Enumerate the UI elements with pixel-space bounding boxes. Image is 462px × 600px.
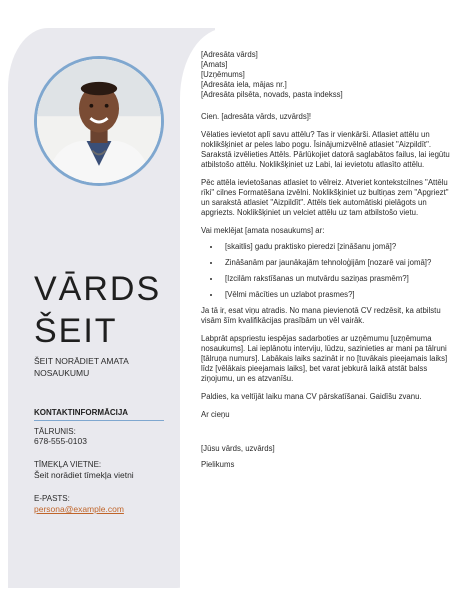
recipient-company: [Uzņēmums] <box>201 70 245 79</box>
website-label: TĪMEKĻA VIETNE: <box>34 460 102 469</box>
list-item: • [Vēlmi mācīties un uzlabot prasmes?] <box>221 290 451 300</box>
paragraph-1: Vēlaties ievietot aplī savu attēlu? Tas ir vienkārši. Atlasiet attēlu un noklikšķiniet ar peles labo pogu. Īsinājumizvēlnē atlasiet "Aizpildīt". Sarakstā izvēlieties Attēls. Pārlūkojiet datorā saglabātos failus, lai iegūtu atbilstošo attēlu. Noklikšķiniet uz Labi, lai ievietotu atlasīto attēlu. <box>201 130 450 169</box>
enclosure: Pielikums <box>201 460 235 469</box>
qualification-list <box>201 242 451 300</box>
recipient-street: [Adresāta iela, mājas nr.] <box>201 80 287 89</box>
profile-photo[interactable] <box>34 56 164 186</box>
list-item: • [Izcilām rakstīšanas un mutvārdu saziņas prasmēm?] <box>221 274 451 284</box>
list-intro: Vai meklējat [amata nosaukums] ar: <box>201 226 325 235</box>
website-value: Šeit norādiet tīmekļa vietni <box>34 470 134 480</box>
list-item: • [skaitlis] gadu praktisko pieredzi [zināšanu jomā]? <box>221 242 451 252</box>
phone-label: TĀLRUNIS: <box>34 427 76 436</box>
recipient-name: [Adresāta vārds] <box>201 50 258 59</box>
email-label: E-PASTS: <box>34 494 70 503</box>
recipient-title: [Amats] <box>201 60 228 69</box>
phone-value: 678-555-0103 <box>34 436 87 446</box>
paragraph-4: Labprāt apspriestu iespējas sadarboties ar uzņēmumu [uzņēmuma nosaukums]. Lai ieplānotu interviju, lūdzu, sazinieties ar mani pa tālruni [tālruņa numurs]. Labākais laiks sazināt ir no [tuvākais pieejamais laiks] līdz [vēlākais pieejamais laiks], bet varat jebkurā laikā atstāt balss ziņojumu, un es atzvanīšu. <box>201 334 448 383</box>
recipient-address <box>201 50 451 100</box>
paragraph-2: Pēc attēla ievietošanas atlasiet to vēlreiz. Atveriet kontekstcilnes "Attēlu rīki" cilnes Formatēšana izvēlni. Noklikšķiniet uz bultiņas zem "Apgriezt" un sarakstā atlasiet "Aizpildīt". Attēls tiek automātiski pielāgots un apgriezts. Noklikšķiniet un velciet attēlu uz tam atbilstošo vietu. <box>201 178 449 217</box>
sender-name-line-2: ŠEIT <box>34 312 118 350</box>
letter-body <box>201 50 451 470</box>
job-title: ŠEIT NORĀDIET AMATA NOSAUKUMU <box>34 356 129 378</box>
recipient-city: [Adresāta pilsēta, novads, pasta indekss] <box>201 90 343 99</box>
paragraph-5: Paldies, ka veltījāt laiku mana CV pārskatīšanai. Gaidīšu zvanu. <box>201 392 422 401</box>
list-item: • Zināšanām par jaunākajām tehnoloģijām [nozarē vai jomā]? <box>221 258 451 268</box>
person-photo-illustration <box>37 59 161 183</box>
contact-heading: KONTAKTINFORMĀCIJA <box>34 408 164 421</box>
paragraph-3: Ja tā ir, esat viņu atradis. No mana pievienotā CV redzēsit, ka atbilstu visām šīm kvalifikācijas prasībām un vēl vairāk. <box>201 306 441 325</box>
sender-name-line-1: VĀRDS <box>34 270 162 308</box>
email-link[interactable]: persona@example.com <box>34 504 124 514</box>
salutation: Cien. [adresāta vārds, uzvārds]! <box>201 112 312 121</box>
closing: Ar cieņu <box>201 410 230 419</box>
signature: [Jūsu vārds, uzvārds] <box>201 444 275 453</box>
